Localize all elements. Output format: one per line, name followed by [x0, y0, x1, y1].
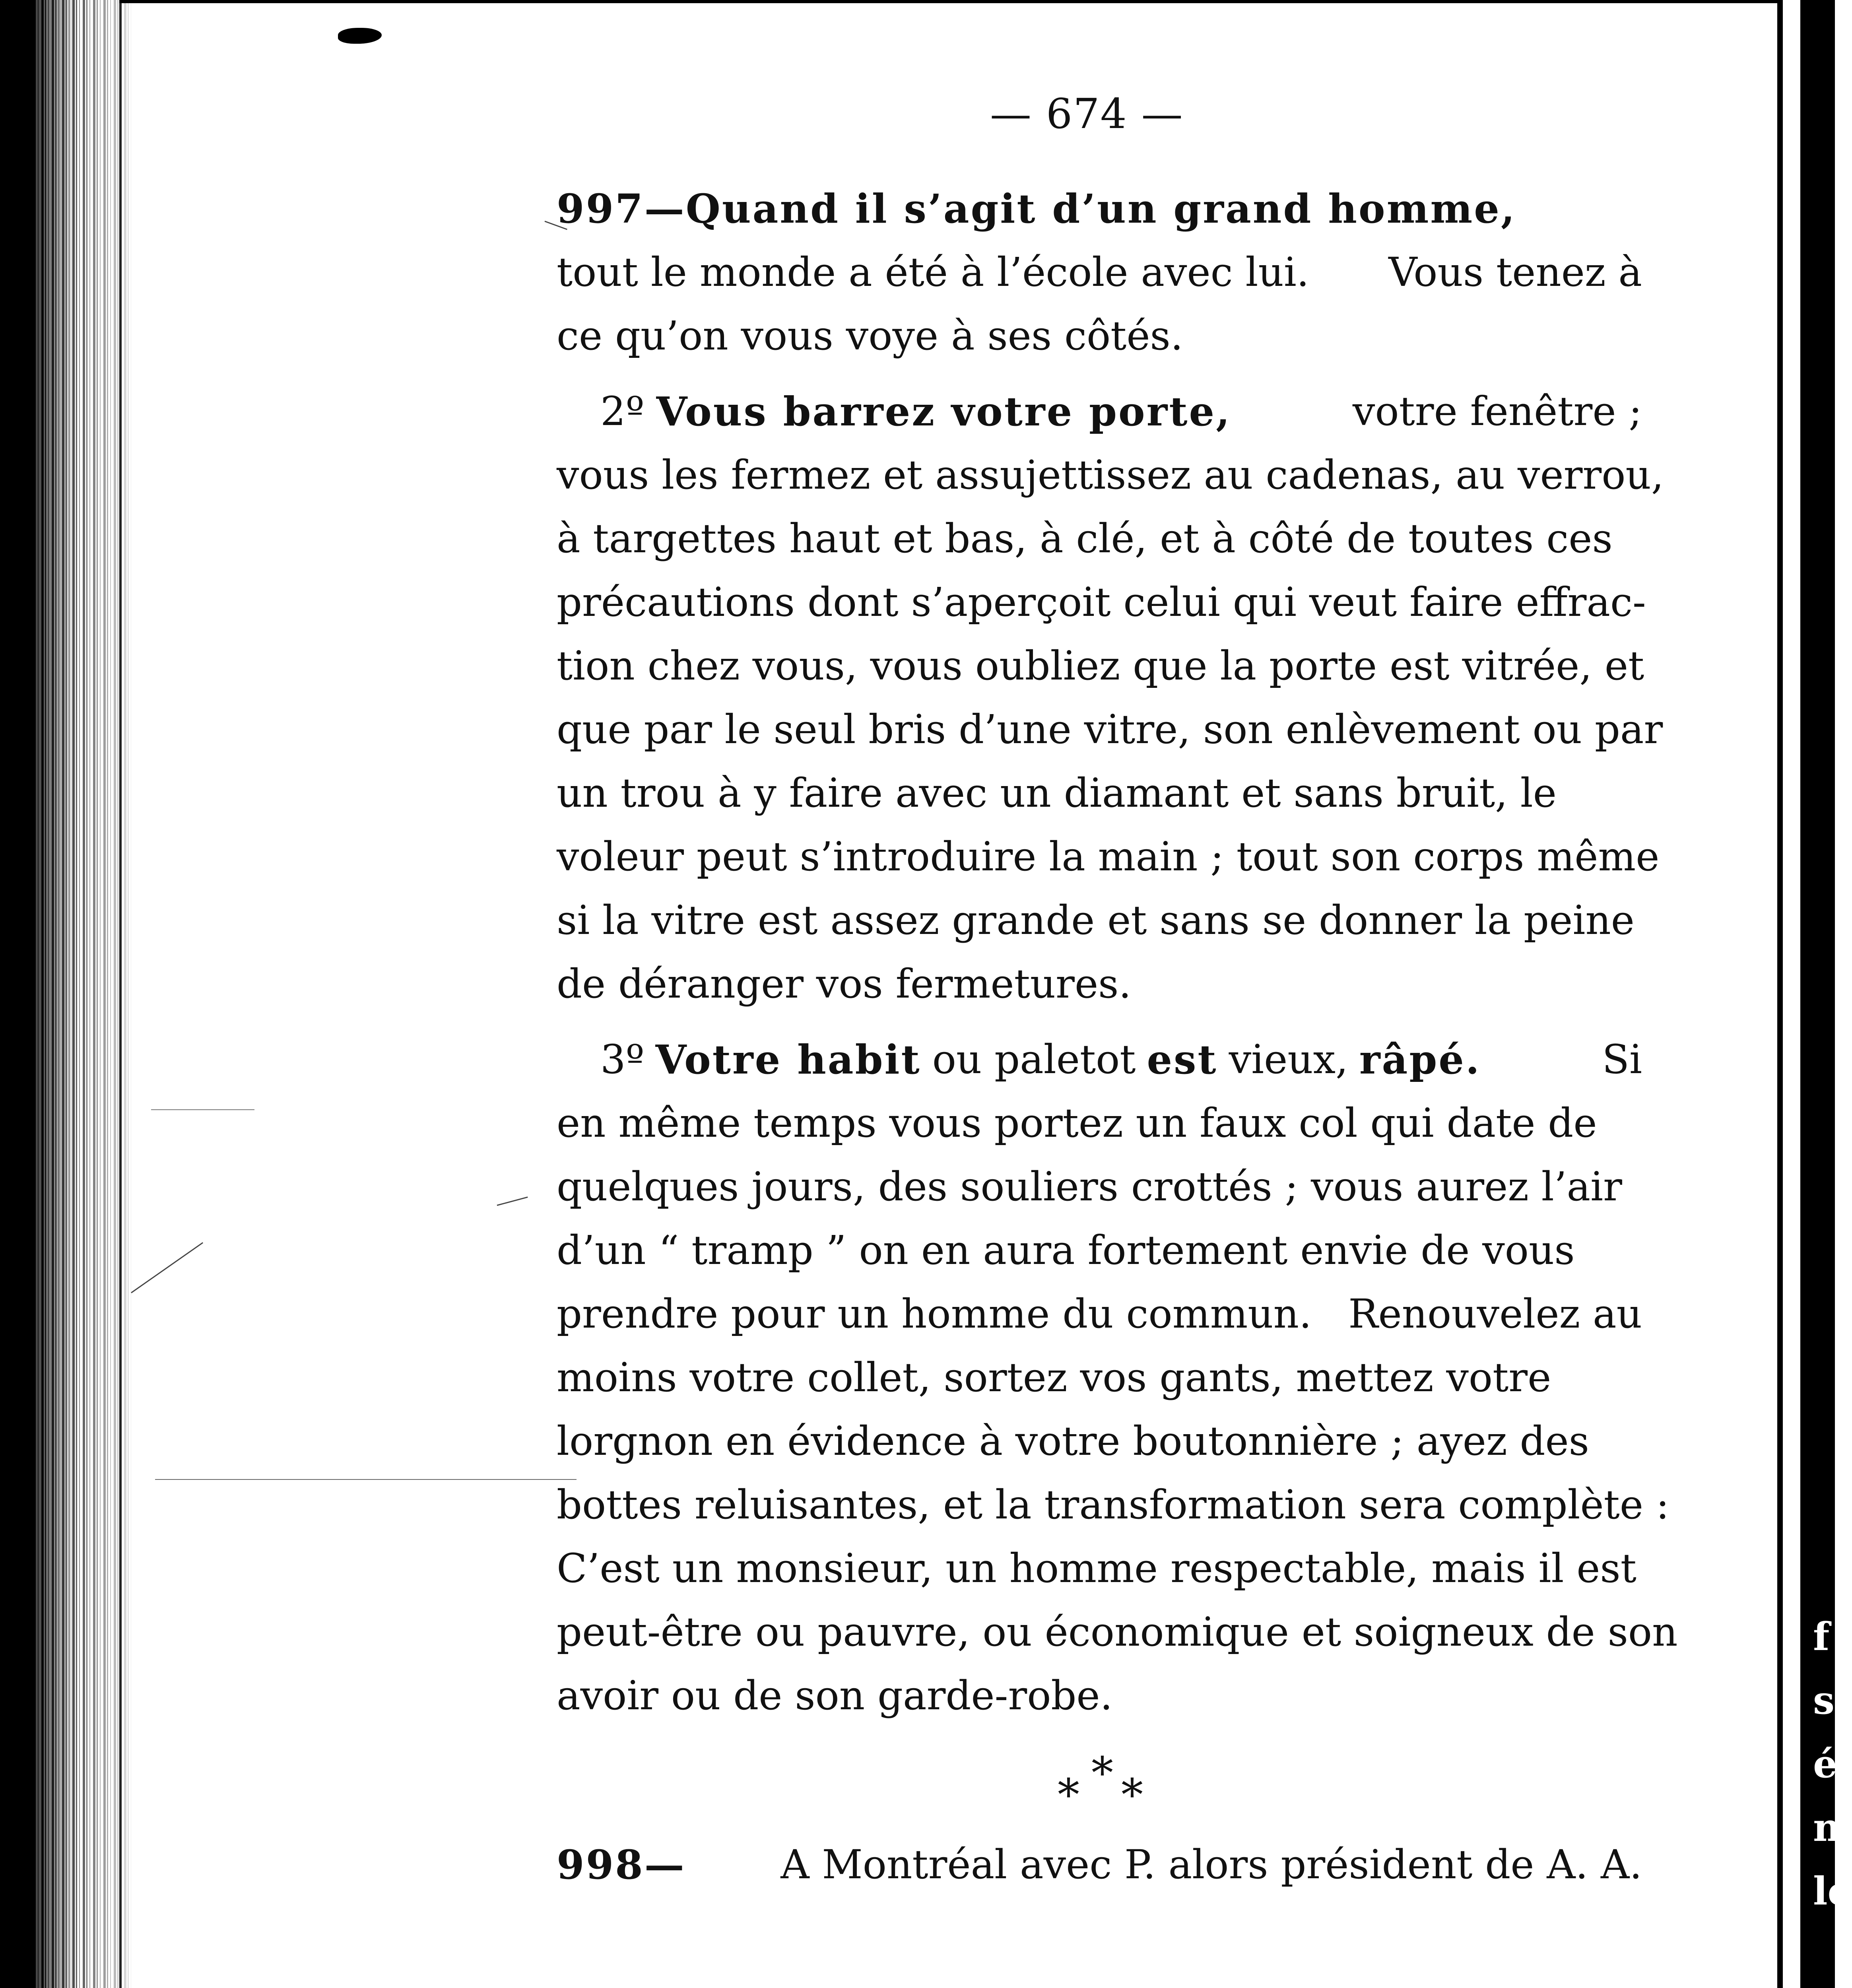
text-segment: tion chez vous, vous oubliez que la porte est vitrée, et — [557, 643, 1644, 689]
text-line — [557, 889, 1642, 952]
asterisk: * — [1091, 1747, 1113, 1798]
text-segment: que par le seul bris d’une vitre, son enlèvement ou par — [557, 706, 1663, 753]
text-line — [557, 507, 1642, 571]
text-line — [557, 1346, 1642, 1409]
ink-blot — [338, 28, 382, 44]
text-line — [557, 825, 1660, 889]
text-line — [557, 634, 1642, 698]
text-segment: précautions dont s’aperçoit celui qui veut faire effrac- — [557, 579, 1646, 625]
left-scan-border — [0, 0, 36, 1988]
paragraph-2 — [557, 380, 1664, 1016]
text-line — [557, 1091, 1642, 1155]
text-segment: vieux, — [1229, 1036, 1348, 1083]
text-segment: votre fenêtre ; — [1352, 388, 1642, 435]
text-segment: Vous tenez à — [1388, 249, 1642, 295]
right-gutter — [1783, 0, 1800, 1988]
text-line — [557, 1664, 1642, 1728]
bleed-letter: s — [1813, 1678, 1835, 1723]
page-left-edge — [119, 0, 122, 1988]
top-scan-border — [119, 0, 1777, 3]
text-line — [557, 241, 1642, 304]
stray-mark — [131, 1242, 203, 1293]
text-segment: ou paletot — [932, 1036, 1136, 1083]
bleed-letter: le — [1813, 1869, 1852, 1914]
text-segment: Renouvelez au — [1348, 1291, 1642, 1337]
asterisk: * — [1121, 1769, 1143, 1820]
text-segment: A Montréal avec P. alors président de A. A. — [780, 1841, 1642, 1888]
text-line — [557, 443, 1664, 507]
right-page-edge — [1777, 0, 1783, 1988]
text-segment: C’est un monsieur, un homme respectable, mais il est — [557, 1545, 1637, 1592]
bold-word: est — [1147, 1036, 1218, 1083]
paragraph-998 — [557, 1833, 1642, 1897]
bold-heading: Quand il s’agit d’un grand homme, — [685, 185, 1516, 232]
text-line — [557, 952, 1642, 1016]
text-line — [557, 304, 1642, 368]
item-number: 2º — [600, 388, 645, 435]
text-segment: avoir ou de son garde-robe. — [557, 1672, 1113, 1719]
text-line — [557, 380, 1642, 443]
text-segment: vous les fermez et assujettissez au cadenas, au verrou, — [557, 452, 1664, 498]
bold-heading: Votre habit — [655, 1036, 921, 1083]
bleed-letter: é — [1813, 1741, 1838, 1786]
text-segment: si la vitre est assez grande et sans se donner la peine — [557, 897, 1635, 944]
paragraph-3 — [557, 1028, 1678, 1728]
text-line — [557, 1028, 1642, 1091]
bleed-letter: n — [1813, 1805, 1841, 1850]
entry-number: 998— — [557, 1841, 686, 1888]
text-segment: bottes reluisantes, et la transformation sera complète : — [557, 1481, 1670, 1528]
text-segment: à targettes haut et bas, à clé, et à côté de toutes ces — [557, 515, 1613, 562]
text-segment: d’un “ tramp ” on en aura fortement envie de vous — [557, 1227, 1575, 1274]
stray-mark — [497, 1196, 528, 1206]
text-line — [557, 1409, 1642, 1473]
text-segment: ce qu’on vous voye à ses côtés. — [557, 313, 1183, 359]
text-line — [557, 698, 1663, 761]
text-segment: peut-être ou pauvre, ou économique et soigneux de son — [557, 1609, 1678, 1655]
item-number: 3º — [600, 1036, 645, 1083]
text-line — [557, 177, 1642, 241]
text-segment: de déranger vos fermetures. — [557, 961, 1132, 1007]
asterisk: * — [1058, 1769, 1079, 1820]
text-line — [557, 1473, 1670, 1537]
text-line — [557, 1155, 1642, 1219]
text-segment: quelques jours, des souliers crottés ; vous aurez l’air — [557, 1163, 1622, 1210]
text-line — [557, 1219, 1642, 1282]
stray-mark — [155, 1479, 577, 1480]
text-segment: prendre pour un homme du commun. — [557, 1291, 1312, 1337]
bold-word: râpé. — [1359, 1036, 1481, 1083]
text-line — [557, 1537, 1642, 1600]
page-number: — 674 — — [990, 89, 1184, 138]
stray-mark — [151, 1109, 254, 1110]
text-segment: un trou à y faire avec un diamant et sans bruit, le — [557, 770, 1557, 816]
text-segment: tout le monde a été à l’école avec lui. — [557, 249, 1309, 295]
entry-number: 997— — [557, 185, 686, 232]
paragraph-997 — [557, 177, 1642, 368]
text-line — [557, 1282, 1642, 1346]
text-segment: en même temps vous portez un faux col qui date de — [557, 1100, 1597, 1146]
text-segment: moins votre collet, sortez vos gants, mettez votre — [557, 1354, 1551, 1401]
asterism-separator — [1058, 1747, 1177, 1819]
text-segment: voleur peut s’introduire la main ; tout son corps même — [557, 833, 1660, 880]
bold-heading: Vous barrez votre porte, — [656, 388, 1231, 435]
text-segment: Si — [1602, 1036, 1642, 1083]
text-line — [557, 571, 1646, 634]
text-line — [557, 1600, 1678, 1664]
bleed-letter: f — [1813, 1614, 1830, 1659]
text-line — [557, 1833, 1642, 1897]
text-line — [557, 761, 1642, 825]
text-segment: lorgnon en évidence à votre boutonnière ; ayez des — [557, 1418, 1589, 1464]
